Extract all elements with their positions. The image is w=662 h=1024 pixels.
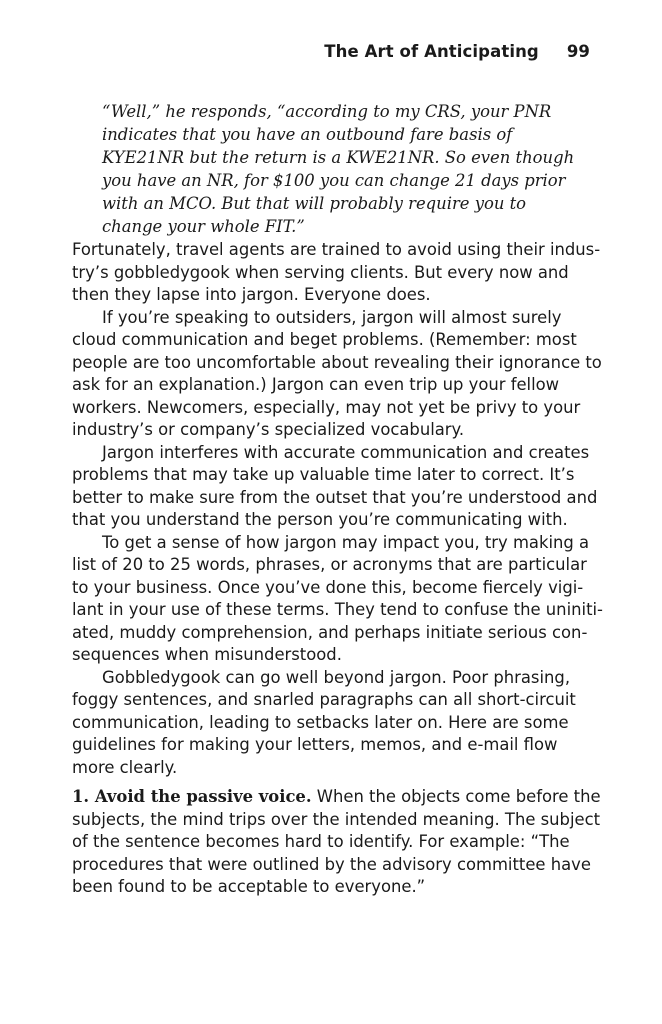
paragraph [72, 239, 601, 307]
quote-line: change your whole FIT.” [102, 217, 305, 236]
quote-line: indicates that you have an outbound fare basis of [102, 125, 513, 144]
quote-line: KYE21NR but the return is a KWE21NR. So even though [102, 148, 575, 167]
text-line: lant in your use of these terms. They tend to confuse the uniniti- [72, 600, 603, 619]
text-line [72, 786, 601, 809]
page-number: 99 [566, 42, 590, 61]
text-line: subjects, the mind trips over the intended meaning. The subject [72, 809, 601, 829]
guideline-text: When the objects come before the [311, 787, 601, 806]
paragraph [72, 532, 603, 667]
text-line: more clearly. [72, 757, 178, 777]
guideline-heading: 1. Avoid the passive voice. [72, 787, 312, 806]
text-line: Fortunately, travel agents are trained to avoid using their indus- [72, 240, 601, 259]
quote-line: you have an NR, for $100 you can change 21 days prior [102, 171, 566, 190]
paragraph [72, 442, 598, 532]
text-line: been found to be acceptable to everyone.” [72, 877, 426, 896]
paragraph [72, 307, 602, 442]
text-line: To get a sense of how jargon may impact you, try making a [102, 532, 590, 552]
text-line: list of 20 to 25 words, phrases, or acronyms that are particular [72, 555, 587, 574]
text-line: foggy sentences, and snarled paragraphs can all short-circuit [72, 690, 576, 709]
text-line: people are too uncomfortable about revealing their ignorance to [72, 352, 602, 372]
text-line: problems that may take up valuable time later to correct. It’s [72, 465, 575, 484]
text-line: to your business. Once you’ve done this, become fiercely vigi- [72, 577, 584, 597]
text-line: that you understand the person you’re communicating with. [72, 510, 568, 529]
text-line: workers. Newcomers, especially, may not yet be privy to your [72, 397, 581, 417]
text-line: guidelines for making your letters, memos, and e-mail flow [72, 735, 558, 754]
text-line: cloud communication and beget problems. (Remember: most [72, 330, 577, 349]
text-line: of the sentence becomes hard to identify. For example: “The [72, 832, 570, 851]
text-line: industry’s or company’s specialized vocabulary. [72, 420, 465, 439]
quote-line: “Well,” he responds, “according to my CRS, your PNR [102, 102, 552, 121]
text-line: communication, leading to setbacks later on. Here are some [72, 712, 569, 732]
body-text [72, 100, 603, 899]
text-line: then they lapse into jargon. Everyone does. [72, 285, 431, 304]
running-head-title: The Art of Anticipating [324, 42, 539, 61]
text-line: better to make sure from the outset that you’re understood and [72, 487, 598, 507]
numbered-guideline [72, 786, 601, 899]
text-line: ated, muddy comprehension, and perhaps initiate serious con- [72, 622, 588, 642]
paragraph [72, 667, 592, 780]
block-quote [102, 100, 575, 239]
text-line: Gobbledygook can go well beyond jargon. Poor phrasing, [102, 667, 571, 687]
text-line: procedures that were outlined by the advisory committee have [72, 854, 591, 874]
text-line: If you’re speaking to outsiders, jargon will almost surely [102, 307, 562, 327]
text-line: ask for an explanation.) Jargon can even trip up your fellow [72, 375, 560, 394]
quote-line: with an MCO. But that will probably require you to [102, 194, 527, 213]
text-line: try’s gobbledygook when serving clients. But every now and [72, 262, 569, 282]
running-head [324, 42, 590, 61]
text-line: sequences when misunderstood. [72, 645, 342, 664]
text-line: Jargon interferes with accurate communication and creates [102, 442, 590, 462]
